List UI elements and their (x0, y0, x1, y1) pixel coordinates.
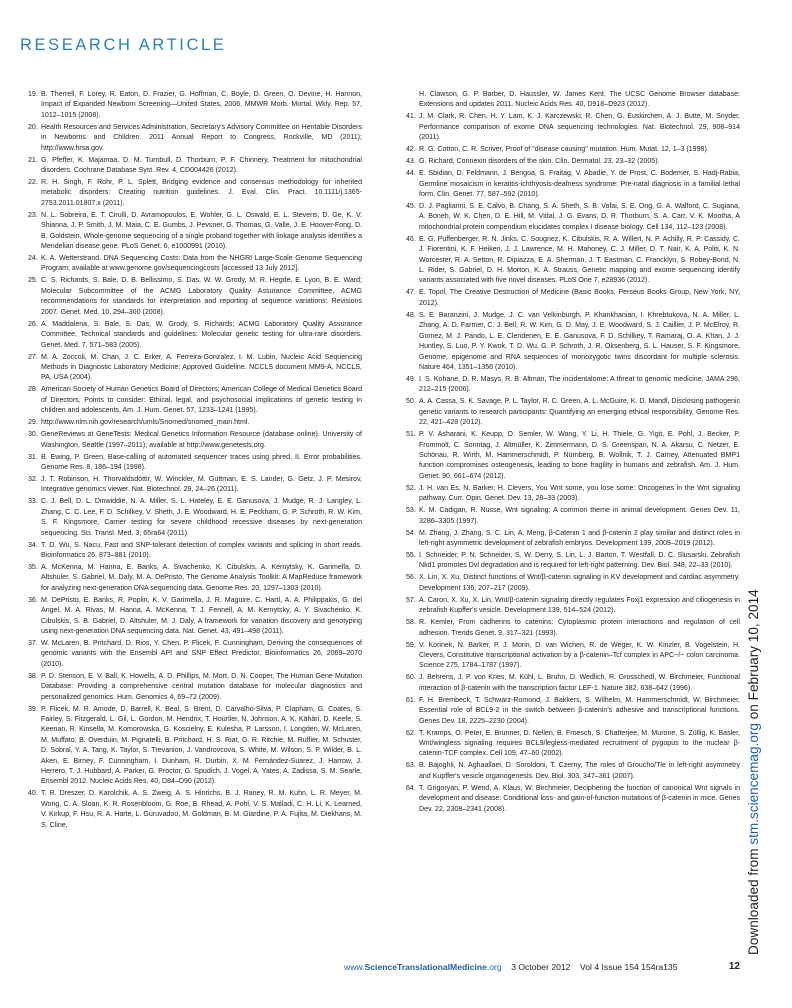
reference-text: T. R. Dreszer, D. Karolchik, A. S. Zweig, A. S. Hinrichs, B. J. Raney, R. M. Kuhn, L. R. Meyer, M. Wong, C. A. Sloan, K. R. Rosenbloom, G. Roe, B. Rhead, A. Pohl, V. S. Malladi, C. H. Li, K. Learned, V. Kirkup, F. Hsu, R. A. Harte, L. Guruvadoo, M. Goldman, B. M. Giardine, P. A. Fujita, M. Diekhans, M. S. Cline, (41, 790, 362, 829)
site-link[interactable]: stm.sciencemag.org (746, 723, 761, 845)
reference-entry (28, 639, 362, 670)
reference-number: 20. (28, 123, 38, 131)
section-header: RESEARCH ARTICLE (20, 36, 227, 54)
reference-text: E. G. Puffenberger, R. N. Jinks, C. Sougnez, K. Cibulskis, R. A. Willert, N. P. Achilly, R. P. Cassidy, C. J. Fiorentini, K. F. Heiken, J. J. Lawrence, M. H. Mahoney, C. J. Miller, D. T. Nair, K. A. Politi, K. N. Worcester, R. A. Setton, R. Dipiazza, E. A. Sherman, J. T. Eastman, C. Francklyn, S. Robey-Bond, N. L. Rider, S. Gabriel, D. H. Morton, K. A. Strauss, Genetic mapping and exome sequencing identify variants associated with five novel diseases. PLoS One 7, e28936 (2012). (419, 235, 740, 285)
reference-entry (406, 784, 740, 815)
reference-text: T. D. Wu, S. Nacu, Fast and SNP-tolerant detection of complex variants and splicing in short reads. Bioinformatics 26, 873–881 (2010). (41, 541, 362, 559)
page-footer (344, 962, 740, 972)
reference-text: GeneReviews at GeneTests: Medical Genetics Information Resource (database online). University of Washington, Seattle (1997–2011); available at http://www.genetests.org. (41, 431, 362, 449)
reference-number: 39. (28, 705, 38, 713)
reference-text: E. Sbidian, D. Feldmann, J. Bengoa, S. Fraitag, V. Abadie, Y. de Prost, C. Bodemer, S. Hadj-Rabia, Germline mosaicism in keratitis-ichthyosis-deafness syndrome: Pre-natal diagnosis in a familial lethal form. Clin. Genet. 77, 587–592 (2010). (419, 170, 740, 199)
reference-entry (406, 90, 740, 111)
reference-number: 40. (28, 790, 38, 798)
reference-entry (406, 596, 740, 617)
reference-entry (28, 789, 362, 831)
reference-entry (406, 573, 740, 594)
reference-entry (406, 484, 740, 505)
reference-text: P. D. Stenson, E. V. Ball, K. Howells, A. D. Phillips, M. Mort, D. N. Cooper, The Human Gene Mutation Database: Providing a comprehensive central mutation database for molecular diagnostics and personalized genomics. Hum. Genomics 4, 69–72 (2009). (41, 672, 362, 701)
reference-number: 54. (406, 529, 416, 537)
reference-number: 42. (406, 146, 416, 154)
reference-text: A. Caron, X. Xu, X. Lin, Wnt/β-catenin signaling directly regulates Foxj1 expression and ciliogenesis in zebrafish Kupffer's vesicle. Development 139, 514–524 (2012). (419, 596, 740, 615)
reference-entry (406, 288, 740, 309)
journal-url[interactable] (344, 962, 502, 972)
reference-text: F. H. Brembeck, T. Schwarz-Romond, J. Bakkers, S. Wilhelm, M. Hammerschmidt, W. Birchmeier, Essential role of BCL9-2 in the switch between β-catenin's adhesive and transcriptional functions. Genes Dev. 18, 2225–2230 (2004). (419, 696, 740, 725)
reference-number: 35. (28, 563, 38, 571)
reference-number: 63. (406, 762, 416, 770)
reference-text: D. J. Pagliarini, S. E. Calvo, B. Chang, S. A. Sheth, S. B. Vafai, S. E. Ong, G. A. Walford, C. Sugiana, A. Boneh, W. K. Chen, D. E. Hill, M. Vidal, J. G. Evans, D. R. Thorburn, S. A. Carr, V. K. Mootha, A mitochondrial protein compendium elucidates complex I disease biology. Cell 134, 112–123 (2008). (419, 203, 740, 231)
reference-text: I. Schneider, P. N. Schneider, S. W. Derry, S. Lin, L. J. Barton, T. Westfall, D. C. Slusarski, Zebrafish Nkd1 promotes Dvl degradation and is required for left-right patterning. Dev. Biol. 348, 22–33 (2010). (419, 551, 740, 570)
reference-number: 50. (406, 398, 416, 406)
reference-text: J. Behrens, J. P. von Kries, M. Kühl, L. Bruhn, D. Wedlich, R. Grosschedl, W. Birchmeier, Functional interaction of β-catenin with the transcription factor LEF-1. Nature 382, 638–642 (1996). (419, 674, 740, 692)
reference-entry (406, 673, 740, 694)
reference-entry (28, 672, 362, 703)
reference-text: J. M. Clark, R. Chen, H. Y. Lam, K. J. Karczewski, R. Chen, G. Euskirchen, A. J. Butte, M. Snyder, Performance comparison of exome DNA sequencing technologies. Nat. Biotechnol. 29, 908–914 (2011). (419, 113, 740, 142)
reference-number: 49. (406, 375, 416, 383)
reference-text: I. S. Kohane, D. R. Masys, R. B. Altman, The incidentalome: A threat to genomic medicine. JAMA 296, 212–215 (2006). (419, 375, 740, 394)
reference-text: M. A. Zoccoli, M. Chan, J. C. Erker, A. Ferreira-Gonzalez, I. M. Lubin, Nucleic Acid Sequencing Methods in Diagnostic Laboratory Medicine; Approved Guideline. NCCLS document MM9-A. NCCLS, PA, USA (2004). (41, 353, 362, 382)
reference-text: http://www.nlm.nih.gov/research/umls/Snomed/snomed_main.html. (41, 419, 250, 427)
reference-number: 36. (28, 596, 38, 604)
reference-number: 61. (406, 696, 416, 704)
page-number: 12 (728, 961, 740, 972)
reference-number: 24. (28, 255, 38, 263)
reference-entry (406, 311, 740, 373)
reference-entry (28, 385, 362, 416)
reference-number: 28. (28, 386, 38, 394)
reference-number: 57. (406, 596, 416, 604)
reference-number: 45. (406, 203, 416, 211)
reference-number: 48. (406, 311, 416, 319)
reference-entry (28, 353, 362, 384)
reference-text: E. Topol, The Creative Destruction of Medicine (Basic Books, Perseus Books Group, New York, NY, 2012). (419, 289, 740, 307)
reference-text: G. Richard, Connexin disorders of the skin. Clin. Dermatol. 23, 23–32 (2005). (419, 158, 660, 166)
reference-entry (406, 145, 740, 155)
reference-entry (406, 235, 740, 287)
reference-entry (28, 178, 362, 209)
reference-text: S. E. Baranzini, J. Mudge, J. C. van Velkinburgh, P. Khankhanian, I. Khrebtukova, N. A. Miller, L. Zhang, A. D. Farmer, C. J. Bell, R. W. Kim, G. D. May, J. E. Woodward, S. J. Caillier, J. P. McElroy, R. Gomez, M. J. Pando, L. E. Clendenen, E. E. Ganusova, F. D. Schilkey, T. Ramaraj, O. A. Khan, J. J. Huntley, S. Luo, P. Y. Kwok, T. D. Wu, G. P. Schroth, J. R. Oksenberg, S. L. Hauser, S. F. Kingsmore, Genome, epigenome and RNA sequences of monozygotic twins discordant for multiple sclerosis. Nature 464, 1351–1356 (2010). (419, 311, 740, 371)
reference-text: A. Maddalena, S. Bale, S. Das, W. Grody, S. Richards; ACMG Laboratory Quality Assurance Committee, Technical standards and guidelines: Molecular genetic testing for ultra-rare disorders. Genet. Med. 7, 571–583 (2005). (41, 320, 362, 349)
reference-text: K. M. Cadigan, R. Nusse, Wnt signaling: A common theme in animal development. Genes Dev. 11, 3286–3305 (1997). (419, 507, 740, 525)
reference-text: G. Pfeffer, K. Majamaa, D. M. Turnbull, D. Thorburn, P. F. Chinnery, Treatment for mitochondrial disorders. Cochrane Database Syst. Rev. 4, CD004426 (2012). (41, 156, 362, 175)
issue-date: 3 October 2012 (511, 962, 571, 972)
reference-entry (406, 761, 740, 782)
reference-number: 25. (28, 277, 38, 285)
reference-text: W. McLaren, B. Pritchard, D. Rios, Y. Chen, P. Flicek, F. Cunningham, Deriving the consequences of genomic variants with the Ensembl API and SNP Effect Predictor. Bioinformatics 26, 2069–2070 (2010). (41, 640, 362, 668)
reference-entry (28, 453, 362, 474)
reference-text: C. J. Bell, D. L. Dinwiddie, N. A. Miller, S. L. Hateley, E. E. Ganusova, J. Mudge, R. J. Langley, L. Zhang, C. C. Lee, F. D. Schilkey, V. Sheth, J. E. Woodward, H. E. Peckham, G. P. Schroth, R. W. Kim, S. F. Kingsmore, Carrier testing for severe childhood recessive diseases by next-generation sequencing. Sci. Transl. Med. 3, 65ra64 (2011). (41, 498, 362, 537)
reference-text: X. Lin, X. Xu, Distinct functions of Wnt/β-catenin signaling in KV development and cardiac asymmetry. Development 136, 207–217 (2009). (419, 574, 740, 592)
reference-entry (28, 276, 362, 318)
reference-text: N. L. Sobreira, E. T. Cirulli, D. Avramopoulos, E. Wohler, G. L. Oswald, E. L. Stevens, D. Ge, K. V. Shianna, J. P. Smith, J. M. Maia, C. E. Gumbs, J. Pevsner, G. Thomas, G. Valle, J. E. Hoover-Fong, D. B. Goldstein, Whole-genome sequencing of a single proband together with linkage analysis identifies a Mendelian disease gene. PLoS Genet. 6, e1000991 (2010). (41, 211, 362, 251)
reference-text: J. H. van Es, N. Barker, H. Clevers, You Wnt some, you lose some: Oncogenes in the Wnt signaling pathway. Curr. Opin. Genet. Dev. 13, 28–33 (2003). (419, 484, 740, 503)
reference-number: 32. (28, 475, 38, 483)
references-right-column (406, 90, 740, 817)
download-date: on February 10, 2014 (746, 589, 761, 724)
reference-number: 52. (406, 484, 416, 492)
reference-number: 26. (28, 320, 38, 328)
reference-number: 38. (28, 672, 38, 680)
reference-entry (406, 696, 740, 727)
reference-number: 29. (28, 419, 38, 427)
reference-entry (406, 169, 740, 200)
reference-number: 31. (28, 453, 38, 461)
reference-entry (28, 254, 362, 275)
reference-number: 64. (406, 784, 416, 792)
reference-number: 51. (406, 431, 416, 439)
reference-text: K. A. Wetterstrand. DNA Sequencing Costs: Data from the NHGRI Large-Scale Genome Sequencing Program; available at www.genome.gov/sequencingcosts [accessed 13 July 2012]. (41, 255, 362, 273)
reference-entry (406, 157, 740, 167)
url-prefix: www. (344, 962, 365, 972)
reference-number: 58. (406, 619, 416, 627)
reference-entry (406, 375, 740, 396)
reference-text: A. A. Cassa, S. K. Savage, P. L. Taylor, R. C. Green, A. L. McGuire, K. D. Mandl, Disclosing pathogenic genetic variants to research participants: Quantifying an emerging ethical responsibility. Genome Res. 22, 421–428 (2012). (419, 398, 740, 427)
reference-entry (406, 430, 740, 482)
reference-number: 19. (28, 91, 38, 98)
reference-text: R. G. Cotton, C. R. Scriver, Proof of "disease causing" mutation. Hum. Mutat. 12, 1–3 (1998). (419, 146, 709, 154)
reference-text: B. Bajoghli, N. Aghaallaei, D. Soroldoni, T. Czerny, The roles of Groucho/Tle in left-right asymmetry and Kupffer's vesicle organogenesis. Dev. Biol. 303, 347–361 (2007). (419, 762, 740, 780)
reference-text: M. DePristo, E. Banks, R. Poplin, K. V. Garimella, J. R. Maguire, C. Hartl, A. A. Philippakis, G. del Angel, M. A. Rivas, M. Hanna, A. McKenna, T. J. Fennell, A. M. Kernytsky, A. Y. Sivachenko, K. Cibulskis, S. B. Gabriel, D. Altshuler, M. J. Daly, A framework for variation discovery and genotyping using next-generation DNA sequencing data. Nat. Genet. 43, 491–498 (2011). (41, 596, 362, 635)
reference-text: V. Korinek, N. Barker, P. J. Morin, D. van Wichen, R. de Weger, K. W. Kinzler, B. Vogelstein, H. Clevers, Constitutive transcriptional activation by a β-catenin–Tcf complex in APC−/− colon carcinoma. Science 275, 1784–1787 (1997). (419, 641, 740, 670)
reference-text: P. Flicek, M. R. Amode, D. Barrell, K. Beal, S. Brent, D. Carvalho-Silva, P. Clapham, G. Coates, S. Fairley, S. Fitzgerald, L. Gil, L. Gordon, M. Hendrix, T. Hourlier, N. Johnson, A. K. Kähäri, D. Keefe, S. Keenan, R. Kinsella, M. Komorowska, G. Koscielny, E. Kulesha, P. Larsson, I. Longden, W. McLaren, M. Muffato, B. Overduin, M. Pignatelli, B. Pritchard, H. S. Riat, G. R. Ritchie, M. Ruffier, M. Schuster, D. Sobral, Y. A. Tang, K. Taylor, S. Trevanion, J. Vandrovcova, S. White, M. Wilson, S. P. Wilder, B. L. Aken, E. Birney, F. Cunningham, I. Dunham, R. Durbin, X. M. Fernández-Suarez, J. Harrow, J. Herrero, T. J. Hubbard, A. Parker, G. Proctor, G. Spudich, J. Vogel, A. Yates, A. Zadissa, S. M. Searle, Ensembl 2012. Nucleic Acids Res. 40, D84–D90 (2012). (41, 705, 362, 786)
download-watermark (746, 589, 761, 955)
reference-text: R. Kemler, From cadherins to catenins: Cytoplasmic protein interactions and regulation of cell adhesion. Trends Genet. 9, 317–321 (1993). (419, 619, 740, 637)
reference-text: Health Resources and Services Administration, Secretary's Advisory Committee on Heritable Disorders in Newborns and Children. 2011 Annual Report to Congress, Rockville, MD (2011); http://www.hrsa.gov. (41, 123, 362, 152)
reference-number: 22. (28, 179, 38, 187)
reference-number: 59. (406, 641, 416, 649)
reference-number: 46. (406, 235, 416, 243)
reference-entry (28, 475, 362, 496)
reference-text: T. Grigoryan, P. Wend, A. Klaus, W. Birchmeier, Deciphering the function of canonical Wnt signals in development and disease: Conditional loss- and gain-of-function mutations of β-catenin in mice. Genes Dev. 22, 2308–2341 (2008). (419, 784, 740, 813)
url-suffix: .org (486, 962, 502, 972)
reference-text: M. Zhang, J. Zhang, S. C. Lin, A. Meng, β-Catenin 1 and β-catenin 2 play similar and distinct roles in left-right asymmetric development of zebrafish embryos. Development 139, 2009–2019 (2012). (419, 529, 740, 547)
reference-entry (406, 618, 740, 639)
reference-entry (28, 418, 362, 428)
reference-number: 21. (28, 156, 38, 164)
reference-number: 47. (406, 289, 416, 297)
reference-number: 62. (406, 729, 416, 737)
reference-number: 60. (406, 674, 416, 682)
reference-entry (28, 563, 362, 594)
reference-number: 44. (406, 170, 416, 178)
reference-text: American Society of Human Genetics Board of Directors; American College of Medical Genetics Board of Directors, Points to consider: Ethical, legal, and psychosocial implications of genetic testing in children and adolescents, Am. J. Hum. Genet. 57, 1233–1241 (1995). (41, 386, 362, 415)
reference-number: 27. (28, 353, 38, 361)
reference-text: H. Clawson, G. P. Barber, D. Haussler, W. James Kent, The UCSC Genome Browser database: Extensions and updates 2011. Nucleic Acids Res. 40, D918–D923 (2012). (419, 91, 740, 109)
reference-entry (28, 705, 362, 788)
reference-text: P. V. Asharani, K. Keupp, O. Semler, W. Wang, Y. Li, H. Thiele, G. Yigit, E. Pohl, J. Becker, P. Frommolt, C. Sonntag, J. Altmüller, K. Zimmermann, D. S. Greenspan, N. A. Akarsu, C. Netzer, E. Schönau, R. Wirth, M. Hammerschmidt, P. Nürnberg, B. Wollnik, T. J. Carney, Attenuated BMP1 function compromises osteogenesis, leading to bone fragility in humans and zebrafish. Am. J. Hum. Genet. 90, 661–674 (2012). (419, 431, 740, 480)
reference-entry (406, 506, 740, 527)
reference-entry (406, 551, 740, 572)
reference-entry (28, 123, 362, 154)
reference-entry (406, 397, 740, 428)
reference-text: T. Kramps, O. Peter, E. Brunner, D. Nellen, B. Froesch, S. Chatterjee, M. Murone, S. Züllig, K. Basler, Wnt/wingless signaling requires BCL9/legless-mediated recruitment of pygopus to the nuclear β-catenin-TCF complex. Cell 109, 47–60 (2002). (419, 729, 740, 758)
reference-entry (28, 497, 362, 539)
url-main: ScienceTranslationalMedicine (364, 962, 487, 972)
reference-number: 34. (28, 541, 38, 549)
reference-text: A. McKenna, M. Hanna, E. Banks, A. Sivachenko, K. Cibulskis, A. Kernytsky, K. Garimella, D. Altshuler, S. Gabriel, M. Daly, M. A. DePristo, The Genome Analysis Toolkit: A MapReduce framework for analyzing next-generation DNA sequencing data. Genome Res. 20, 1297–1303 (2010). (41, 563, 362, 592)
reference-entry (28, 541, 362, 562)
reference-number: 41. (406, 113, 416, 121)
reference-number: 30. (28, 431, 38, 439)
reference-entry (406, 529, 740, 550)
reference-entry (406, 112, 740, 143)
reference-text: C. S. Richards, S. Bale, D. B. Bellissimo, S. Das, W. W. Grody, M. R. Hegde, E. Lyon, B. E. Ward; Molecular Subcommittee of the ACMG Laboratory Quality Assurance Committee, ACMG recommendations for standards for interpretation and reporting of sequence variations: Revisions 2007. Genet. Med. 10, 294–300 (2008). (41, 277, 362, 316)
reference-number: 56. (406, 574, 416, 582)
reference-entry (28, 90, 362, 121)
reference-entry (28, 430, 362, 451)
reference-entry (28, 320, 362, 351)
reference-number: 23. (28, 211, 38, 219)
reference-number: 55. (406, 551, 416, 559)
reference-number: 53. (406, 507, 416, 515)
reference-entry (406, 641, 740, 672)
reference-number: 43. (406, 158, 416, 166)
references-left-column (28, 90, 362, 833)
reference-text: J. T. Robinson, H. Thorvaldsdóttir, W. Winckler, M. Guttman, E. S. Lander, G. Getz, J. P. Mesirov, Integrative genomics viewer. Nat. Biotechnol. 29, 24–26 (2011). (41, 475, 362, 494)
reference-entry (28, 596, 362, 638)
reference-text: B. Ewing, P. Green, Base-calling of automated sequencer traces using phred. II. Error probabilities. Genome Res. 8, 186–194 (1998). (41, 453, 362, 471)
reference-number: 33. (28, 498, 38, 506)
reference-entry (28, 156, 362, 177)
reference-entry (406, 202, 740, 233)
volume-info: Vol 4 Issue 154 154ra135 (580, 962, 678, 972)
reference-entry (28, 211, 362, 253)
reference-number: 37. (28, 640, 38, 647)
download-prefix: Downloaded from (746, 844, 761, 955)
reference-text: R. H. Singh, F. Rohr, P. L. Splett, Bridging evidence and consensus methodology for inherited metabolic disorders: Creating nutrition guidelines. J. Eval. Clin. Pract. 10.1111/j.1365-2753.2011.01807.x (2011). (41, 179, 362, 207)
reference-text: B. Therrell, F. Lorey, R. Eaton, D. Frazier, G. Hoffman, C. Boyle, D. Green, O. Devine, H. Hannon, Impact of Expanded Newborn Screening—United States, 2006. MMWR Morb. Mortal. Wkly. Rep. 57, 1012–1015 (2008). (41, 91, 362, 119)
reference-entry (406, 729, 740, 760)
